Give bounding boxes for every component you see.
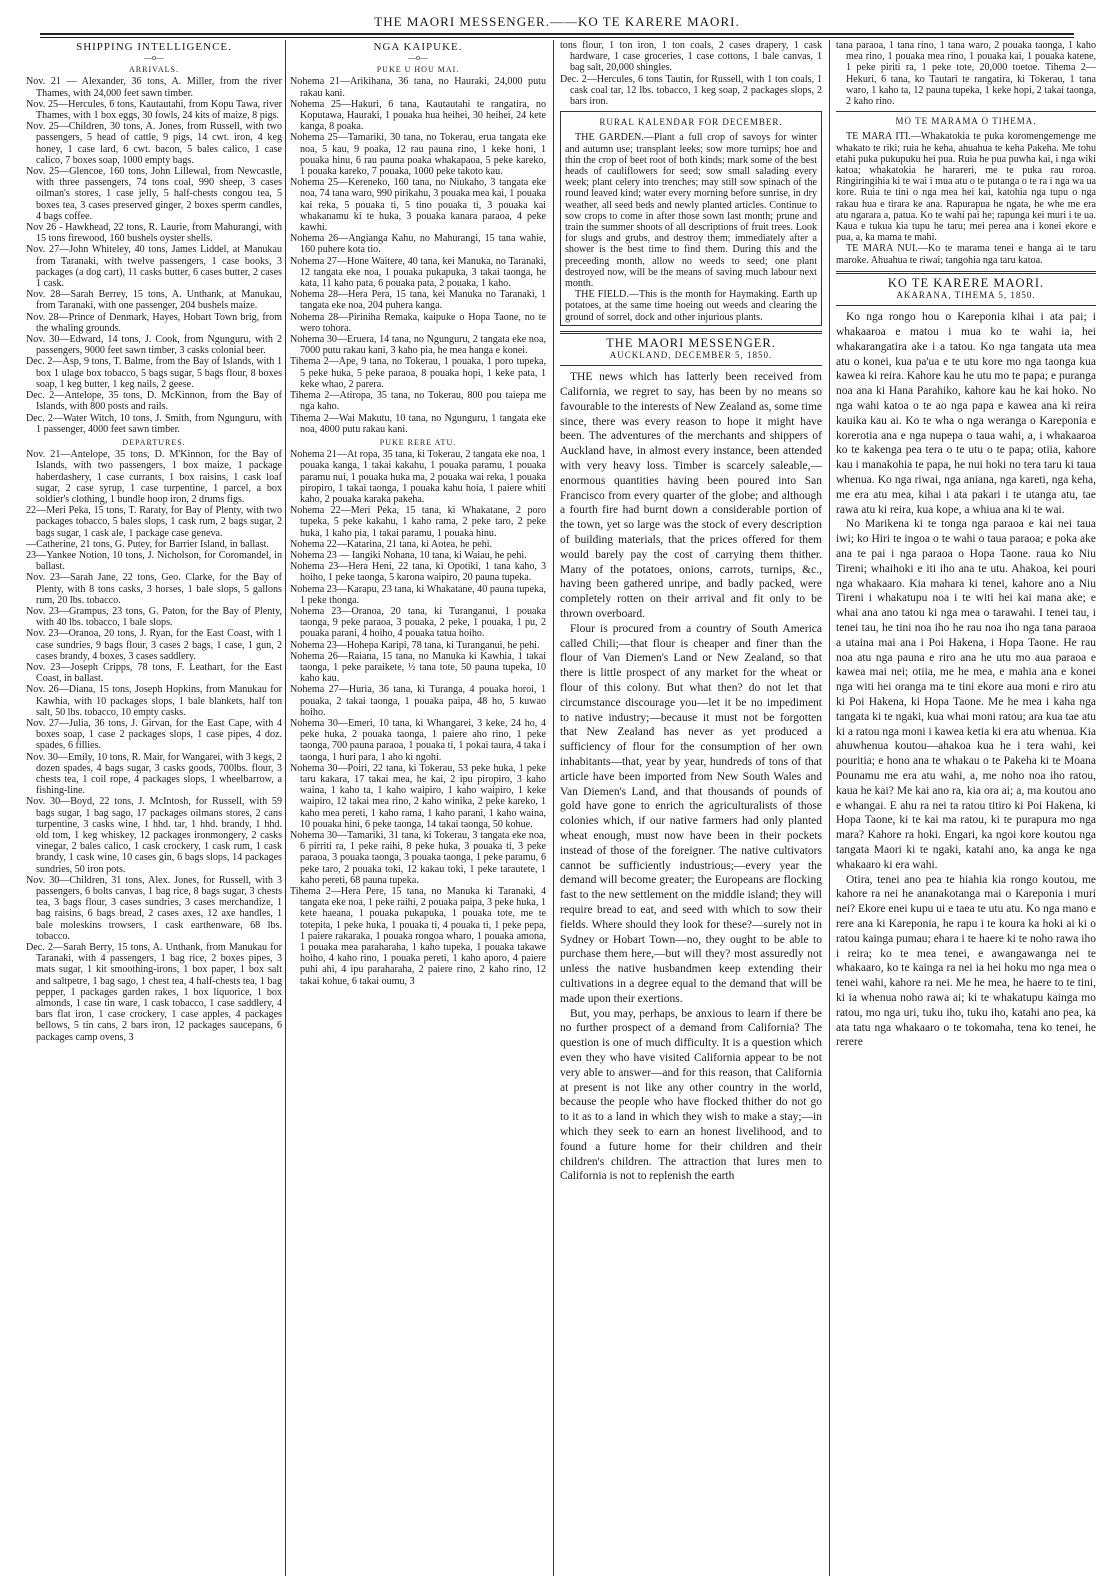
list-item: 23—Yankee Notion, 10 tons, J. Nicholson, for Coromandel, in ballast. <box>26 549 282 573</box>
puke-rere-atu-heading: PUKE RERE ATU. <box>379 437 457 447</box>
list-item: Nohema 22—Katarina, 21 tana, ki Aotea, he pehi. <box>290 538 493 550</box>
list-item: Tihema 2—Hera Pere, 15 tana, no Manuka ki Taranaki, 4 tangata eke noa, 1 peke raihi, 2 pouaka paipa, 3 peke huka, 1 kete haeana, 1 pouaka pukapuka, 1 pouaka tote, me te totepita, 1 peke huka, 1 pouaka ti, 4 pouaka ti, 1 peke pepa, 1 paiere rakaraka, 1 pouaka rongoa wharo, 1 pouaka amona, 1 pouaka mea paraharaha, 1 kaho tupeka, 1 pouaka takawe hoiho, 4 kaho rino, 1 pouaka pereti, 1 kaho aporo, 4 paiere puhi ahi, 4 ipu paraharaha, 2 paiere rino, 2 kaho rino, 12 takai kohue, 6 takai oumu, 3 <box>290 886 546 987</box>
list-item: Nov. 30—Edward, 14 tons, J. Cook, from Ngunguru, with 2 passengers, 9000 feet sawn timber, 3 casks colonial beer. <box>26 334 282 357</box>
karere-title: KO TE KARERE MAORI. <box>887 275 1045 290</box>
english-article-column <box>560 40 822 1576</box>
mara-nui-paragraph: TE MARA NUI.—Ko te marama tenei e hanga ai te taru maroke. Ahuahua te riwai; tangohia nga taru katoa. <box>836 243 1096 266</box>
list-item: Dec. 2—Asp, 9 tons, T. Balme, from the Bay of Islands, with 1 box 1 ulage box tobacco, 5 bags sugar, 5 bags flour, 8 boxes soap, 1 keg butter, 1 keg nails, 2 geese. <box>26 356 282 390</box>
list-item: Nohema 23—Hohepa Karipi, 78 tana, ki Turanganui, he pehi. <box>290 639 540 651</box>
list-item: Tihema 2—Atiropa, 35 tana, no Tokerau, 800 pou taiepa me nga kaho. <box>290 390 546 413</box>
list-item: Nohema 28—Piriniha Remaka, kaipuke o Hopa Taone, no te wero tohora. <box>290 311 546 334</box>
list-item: Nohema 21—At ropa, 35 tana, ki Tokerau, 2 tangata eke noa, 1 pouaka kanga, 1 takai kakahu, 1 pouaka paramu, 1 pouaka paramu nui, 1 pouaka huka ma, 2 pouaka wai reka, 1 pouaka piropiro, 1 takai taonga, 1 pouaka kahu hoia, 1 paiere whiti kaho, 2 pouaka karaka pakeha. <box>290 449 546 505</box>
list-item: —Catherine, 21 tons, G. Putey, for Barrier Island, in ballast. <box>26 538 269 550</box>
column-divider <box>829 40 830 1576</box>
list-item: Nov. 27—Julia, 36 tons, J. Girvan, for the East Cape, with 4 boxes soap, 1 case 2 packages slops, 1 case pipes, 4 doz. spades, 6 fillies. <box>26 717 282 752</box>
list-item: Nov. 23—Oranoa, 20 tons, J. Ryan, for the East Coast, with 1 case sundries, 9 bags flour, 3 cases 2 bags, 1 case, 1 gun, 2 cases brandy, 4 boxes, 3 cases saddlery. <box>26 628 282 662</box>
list-item: Nov. 25—Children, 30 tons, A. Jones, from Russell, with two passengers, 5 head of cattle, 9 pigs, 14 cwt. iron, 4 keg honey, 1 case lard, 6 cwt. bacon, 5 bales calico, 1 case calico, 7 boxes soap, 1000 empty bags. <box>26 121 282 166</box>
list-item: Nov 26 - Hawkhead, 22 tons, R. Laurie, from Mahurangi, with 15 tons firewood, 160 bushels oyster shells. <box>26 222 282 245</box>
list-item: Nohema 23—Karapu, 23 tana, ki Whakatane, 40 pauna tupeka, 1 peke thonga. <box>290 583 546 606</box>
masthead-rule <box>40 33 1074 38</box>
list-item: Nohema 28—Hera Pera, 15 tana, kei Manuka no Taranaki, 1 tangata eke noa, 204 puhera kanga. <box>290 289 546 312</box>
list-item: Dec. 2—Water Witch, 10 tons, J. Smith, from Ngunguru, with 1 passenger, 4000 feet sawn timber. <box>26 412 282 435</box>
divider-mark: —o— <box>408 53 428 63</box>
list-item: Nohema 25—Kereneko, 160 tana, no Niukaho, 3 tangata eke noa, 74 tana waro, 990 pirikahu, 3 pouaka mea kai, 1 pouaka kai reka, 5 pouaka ti, 5 tino pouaka ti, 3 pouaka kai whakanamu ki te huka, 3 pouaka kanara paraoa, 4 peke kawhi. <box>290 177 546 234</box>
list-item: tons flour, 1 ton iron, 1 ton coals, 2 cases drapery, 1 cask hardware, 1 case groceries, 1 case cottons, 1 bale canvas, 1 bag salt, 20,000 shingles. <box>560 40 822 74</box>
shipping-column <box>26 40 282 1576</box>
column-divider <box>285 40 286 1576</box>
list-item: Nov. 28—Prince of Denmark, Hayes, Hobart Town brig, from the whaling grounds. <box>26 311 282 334</box>
karere-dateline: AKARANA, TIHEMA 5, 1850. <box>896 290 1036 301</box>
shipping-title: SHIPPING INTELLIGENCE. <box>76 41 232 53</box>
article-paragraph: Flour is procured from a country of South America called Chili;—that flour is cheaper and finer than the flour of Van Diemen's Land or New Zealand, so that there is little prospect of any market for the wheat or flour of this colony. But what then? do not let that circumstance discourage you—let it be no impediment to native industry;—because it must not be forgotten that New Zealand has never as yet produced a sufficiency of flour for the consumption of her own inhabitants—that, year by year, hundreds of tons of that article have been imported from New South Wales and Van Diemen's Land, and that thousands of pounds of gold have gone to enrich the agriculturalists of those colonies which, if our native farmers had only planted wheat enough, must now have been in their pockets instead of those of the foreigner. The native cultivators cannot be sufficiently industrious;—every year the demand will become greater; the Europeans are flocking fast to the new settlement on the middle island; they will require bread to eat, and seed with which to sow their fields. Where should they look for these?—surely not in Sydney or Hobart Town—no, they ought to be able to purchase them here,—but will they? most assuredly not unless the native husbandmen keep extending their cultivations in a degree equal to the demand that will be made upon their exertions. <box>560 622 822 1005</box>
column-divider <box>553 40 554 1576</box>
list-item: Nohema 30—Poiri, 22 tana, ki Tokerau, 53 peke huka, 1 peke taru kakara, 17 takai mea, he kai, 2 ipu piropiro, 3 kaho waina, 1 kaho ta, 1 kaho waipiro, 1 kaho waipiro, 1 keke waipiro, 12 takai mea rino, 2 kaho winika, 2 peke kareko, 1 kaho mea pereti, 1 kaho rama, 1 kaho parani, 1 kaho waina, 10 pouaka hini, 6 peke taonga, 14 takai taonga, 50 kohue. <box>290 762 546 830</box>
masthead <box>0 0 1114 40</box>
rural-kalendar-box <box>560 111 822 326</box>
list-item: Nohema 23 — Iangiki Nohana, 10 tana, ki Waiau, he pehi. <box>290 549 527 561</box>
arrivals-heading: ARRIVALS. <box>129 65 179 75</box>
article-paragraph: Ko nga rongo hou o Kareponia kihai i ata pai; i whakaaroa e matou i mua ko te wahi ia, hei whakarangatira ake i a tatou. Ko nga tangata uta mea atu o konei, kua pa'ua e te utu kore mo nga taonga kua kawea ki reira. Kahore kau he utu mo te papa; e puranga noa ana ki Hana Parahiko, kahore kau he kai hoko. No nga wahi katoa o te ao nga papa e kawea ana ki reira kauika kau ai. Ko te wha o nga weranga o Kareponia e korerotia ana e nga nupepa o taua wahi, a, i whakaaroa ko te kakenga pea tera o te utu o te papa; otiia, kahore kau i manakohia te papa, he nui hoki no tera taru ki taua whenua. Ko nga riwai, nga aniana, nga kareti, nga keha, me era atu mea, kihai i ata pakari i te utanga atu, tae rawa atu ki reira, kua kope, a whiua ana ki te wai. <box>836 311 1096 516</box>
masthead-title: THE MAORI MESSENGER.——KO TE KARERE MAORI. <box>374 14 740 29</box>
departures-heading: DEPARTURES. <box>122 437 186 447</box>
list-item: Nohema 27—Hone Waitere, 40 tana, kei Manuka, no Taranaki, 12 tangata eke noa, 1 pouaka pukapuka, 3 takai taonga, he kata, 11 kaho pata, 6 pouaka pata, 2 pouaka, 1 kaho. <box>290 255 546 290</box>
list-item: Nov. 27—John Whiteley, 40 tons, James Liddel, at Manukau from Taranaki, with twelve passengers, 1 case books, 3 packages (a dog cart), 11 casks butter, 6 cases butter, 2 cases 1 cask. <box>26 244 282 290</box>
section-rule <box>836 305 1096 306</box>
kaipuke-departures-list <box>290 449 546 987</box>
list-item: Nov. 25—Glencoe, 160 tons, John Lillewal, from Newcastle, with three passengers, 74 tons coal, 990 sheep, 3 cases oilman's stores, 1 case jelly, 5 half-chests congou tea, 5 boxes tea, 3 cases preserved ginger, 2 boxes sperm candles, 4 bags coffee. <box>26 166 282 222</box>
section-rule <box>560 331 822 334</box>
list-item: Nohema 23—Oranoa, 20 tana, ki Turanganui, 1 pouaka taonga, 9 peke paraoa, 3 pouaka, 2 peke, 1 pouaka, 1 pu, 2 pouaka parani, 4 hoiho, 4 pouaka tatua hoiho. <box>290 605 546 640</box>
list-item: tana paraoa, 1 tana rino, 1 tana waro, 2 pouaka taonga, 1 kaho mea rino, 1 pouaka mea rino, 1 pouaka kai, 1 pouaka katene, 1 peke piriti ra, 1 peke tote, 20,000 toetoe. Tihema 2—Hekuri, 6 tana, ko Tautari te rangatira, ki Tokerau, 1 tana waro, 1 kaho ta, 12 pauna tupeka, 1 keke hopi, 2 takai taonga, 2 kaho rino. <box>836 40 1096 108</box>
list-item: Nohema 21—Arikihana, 36 tana, no Hauraki, 24,000 putu rakau kani. <box>290 76 546 99</box>
list-item: Nohema 27—Huria, 36 tana, ki Turanga, 4 pouaka horoi, 1 pouaka, 2 takai taonga, 1 pouaka paipa, 48 ho, 5 kuwao hoiho. <box>290 684 546 718</box>
kaipuke-arrivals-list <box>290 76 546 435</box>
messenger-article <box>560 370 822 1184</box>
list-item: Nohema 30—Tamariki, 31 tana, ki Tokerau, 3 tangata eke noa, 6 pirriti ra, 1 peke raihi, 8 peke huka, 3 pouaka ti, 3 peke paraoa, 3 pouaka taonga, 3 pouaka taonga, 1 peke paramu, 6 peke taro, 2 pouaka toki, 12 kakau toki, 1 peke tarautete, 1 kaho pereti, 68 pauna tupeka. <box>290 830 546 886</box>
list-item: Nov. 26—Diana, 15 tons, Joseph Hopkins, from Manukau for Kawhia, with 10 packages slops, 1 bale blankets, half ton salt, 50 lbs. tobacco, 10 empty casks. <box>26 684 282 718</box>
list-item: Nov. 23—Joseph Cripps, 78 tons, F. Leathart, for the East Coast, in ballast. <box>26 661 282 685</box>
list-item: Dec. 2—Antelope, 35 tons, D. McKinnon, from the Bay of Islands, with 800 posts and rails. <box>26 390 282 413</box>
list-item: Nov. 23—Sarah Jane, 22 tons, Geo. Clarke, for the Bay of Plenty, with 8 tons casks, 3 horses, 1 bale slops, 5 gallons rum, 20 lbs. tobacco. <box>26 572 282 606</box>
marama-title: MO TE MARAMA O TIHEMA. <box>895 116 1037 127</box>
karere-article <box>836 310 1096 1050</box>
arrivals-list <box>26 76 282 435</box>
kaipuke-column <box>290 40 546 1576</box>
kaipuke-title: NGA KAIPUKE. <box>373 41 463 53</box>
list-item: Dec. 2—Hercules, 6 tons Tautin, for Russell, with 1 ton coals, 1 cask coal tar, 12 lbs. tobacco, 1 keg soap, 2 packages slops, 2 bars iron. <box>560 73 822 108</box>
mara-iti-paragraph: TE MARA ITI.—Whakatokia te puka koromengemenge me whakato te riki; ruia he keha, ahuahua te keha Pakeha. Me tohu etahi puka pukupuku hei pua. Ruia he pua puwha kai, i nga wiki katoa; whakatokia he harareri, me te puka rau roroa. Ringiringihia ki te wai i mua atu o te putanga o te ra i nga wa ua kore. Ruia te tini o nga mea hei kai, katohia nga tupu o nga rakau hua e tirara ke ana. Rapurapua he ngata, he whe me era atu ngarara a, patua. Ko te wahi pai he; rapunga kei muri i te ua. Kaua e tukua kia tupu he taru; mei perea ana i konei ekore e pua, a, ka mama te mahi. <box>836 131 1096 244</box>
list-item: Tihema 2—Ape, 9 tana, no Tokerau, 1 pouaka, 1 poro tupeka, 5 peke huka, 5 peke paraoa, 8 pouaka hopi, 1 keke pata, 1 keke whao, 2 parera. <box>290 356 546 390</box>
article-paragraph: Otira, tenei ano pea te hiahia kia rongo koutou, me kahore ra nei he ananakotanga mai o Kareponia i muri nei? Ekore enei kupu ui e taea te utu atu. Ko nga mano e rere ana ki Kareponia, he rapu i te koura ka hoki ai ki o ratou kainga pumau; ehara i te haere ki te noho rawa iho i reira; ko te mea tenei, e awangawanga nei te whakaaro, ko te kainga ra nei ia hei hoku mo nga mea o tenei wahi, kahore ra nei. Me he mea, he haere to te tini, ki ia whenua noho rawa ai; ki te whakatupu kainga mo ratou, mo nga uri, tuku iho, tuku iho, katahi ano pea, ka ata tatu nga whakaaro o te tokomaha, tena ko tenei, he rerere <box>836 873 1096 1049</box>
list-item: Nohema 25—Tamariki, 30 tana, no Tokerau, erua tangata eke noa, 5 kau, 9 poaka, 12 rau pauna rino, 1 keke honi, 1 pouaka hinu, 6 rau pauna poaka whakapaoa, 5 peke kareko, 1 pouaka kareko, 7 pouaka, 1000 peke takoto kau. <box>290 132 546 178</box>
departures-list <box>26 449 282 1043</box>
list-item: Nohema 25—Hakuri, 6 tana, Kautautahi te rangatira, no Koputawa, Hauraki, 1 pouaka hua heihei, 30 heihei, 24 kete kanga, 8 poaka. <box>290 98 546 133</box>
rural-kalendar-title: RURAL KALENDAR FOR DECEMBER. <box>599 117 783 128</box>
maori-article-column <box>836 40 1096 1576</box>
list-item: Tihema 2—Wai Makutu, 10 tana, no Ngunguru, 1 tangata eke noa, 4000 putu rakau kani. <box>290 412 546 435</box>
list-item: Nov. 21 — Alexander, 36 tons, A. Miller, from the river Thames, with 24,000 feet sawn timber. <box>26 76 282 99</box>
section-rule <box>560 365 822 366</box>
list-item: Nov. 23—Grampus, 23 tons, G. Paton, for the Bay of Plenty, with 40 lbs. tobacco, 1 bale slops. <box>26 605 282 629</box>
list-item: Nov. 28—Sarah Berrey, 15 tons, A. Unthank, at Manukau, from Taranaki, with one passenger, 204 bushels maize. <box>26 289 282 312</box>
divider-mark: —o— <box>144 53 164 63</box>
list-item: Nov. 30—Boyd, 22 tons, J. McIntosh, for Russell, with 59 bags sugar, 1 bag sago, 17 packages oilmans stores, 2 cans turpentine, 3 casks wine, 1 hhd. tar, 1 hhd. brandy, 1 hhd. old tom, 1 keg whiskey, 12 packages ironmongery, 2 casks vinegar, 2 bales calico, 1 cask crockery, 1 cask rum, 1 cask brandy, 1 cask wine, 10 cases gin, 6 bags slops, 14 packages sundries, 50 iron pots. <box>26 796 282 875</box>
list-item: Dec. 2—Sarah Berry, 15 tons, A. Unthank, from Manukau for Taranaki, with 4 passengers, 1 bag rice, 2 boxes pipes, 3 mats sugar, 1 kit smoothing-irons, 1 box paper, 1 box salt and saltpetre, 1 bag sago, 1 chest tea, 4 half-chests tea, 1 bag pepper, 1 packages garden rakes, 1 box liquorice, 1 box almonds, 1 case tin ware, 1 cask tobacco, 1 case saddlery, 4 bars flat iron, 1 case crockery, 1 case apples, 4 packages bellows, 5 tin cans, 2 bars iron, 12 packages saucepans, 6 packages camp ovens, 3 <box>26 942 282 1043</box>
list-item: Nohema 30—Emeri, 10 tana, ki Whangarei, 3 keke, 24 ho, 4 peke huka, 2 pouaka taonga, 1 paiere aho rino, 1 peke taonga, 700 pauna paraoa, 1 pouaka ti, 1 pokai taura, 4 taka i taonga, 1 huri para, 1 aho ki ngohi. <box>290 717 546 763</box>
messenger-title: THE MAORI MESSENGER. <box>606 335 776 350</box>
article-paragraph: No Marikena ki te tonga nga paraoa e kai nei taua iwi; ko Hiri te ingoa o te wahi o taua paraoa; e poka ake ana te pai i nga paraoa o Hopa Taone. raua ko Niu Tireni; whaihoki e iti iho ana te utu. Ahakoa, kei pouri nga whakaaro. Kia mahara ki tenei, kahore ano a Niu Tireni i whakatupu noa i te witi hei kai mana ake; e whai ana ano tatou ki nga mea o tarawahi. I tenei tau, i tenei tau, he tini noa iho he rau noa iho nga tana paraoa a utaina mai ana i Poi Hakena, i Hopa Taone. He rau noa atu nga pauna e riro ana he utu mo aua paraoa e kawea mai nei; otiia, me he mea, e mahia ana e konei nga witi hei oranga ma te tini ekore aua moni e riro atu ki Poi Hakena, ki Hopa Taone. Me he mea i kaha nga tangata ki te ngaki, kua whai moni ratou; ara kua tae atu ki a ratou nga moni i kawea ketia ki era atu whenua. Kia ahuwhenua koutou—ahakoa kua he i tera wahi, kei pouritia; e hono ana te whakau o te Pakeha ki te Moana Pounamu me era atu wahi, a, me noho noa iho ratou, kaua he kai? Me kai ano ra, kia ora ai; a, ma koutou ano e whangai. E ahu ra nei ta ratou titiro ki Poi Hakena, ki Hopa Taone, ki te kai ma ratou, ki te purapura mo nga mara? Kahore ra hoki. Engari, ka ngoi kore koutou nga tangata Maori ki te ngaki, katahi ano, ka anga ke nga whakaaro ki era wahi. <box>836 518 1096 871</box>
list-item: Nov. 25—Hercules, 6 tons, Kautautahi, from Kopu Tawa, river Thames, with 1 box eggs, 30 fowls, 24 kits of maize, 8 pigs. <box>26 98 282 122</box>
section-rule <box>836 271 1096 274</box>
puke-u-hou-mai-heading: PUKE U HOU MAI. <box>376 65 460 75</box>
list-item: Nohema 26—Raiana, 15 tana, no Manuka ki Kawhia, 1 takai taonga, 1 peke paraikete, ½ tana tote, 50 pauna tupeka, 10 kaho kau. <box>290 650 546 685</box>
garden-paragraph: THE GARDEN.—Plant a full crop of savoys for winter and autumn use; transplant leeks; sow more turnips; hoe and thin the crop of beet root of both kinds; mark some of the best heads of cauliflowers for seed; sow small salading every week; plant celery into trenches; may still sow spinach of the round leaved kind; water every morning before sunrise, in dry weather, all seed beds and newly planted articles. Continue to sow crops to come in after those sown last month; prune and train the summer shoots of all descriptions of fruit trees. Look for slugs and grubs, and destroy them; immediately after a shower is the best time to find them. During this and the preceeding month, allow no weeds to seed; one plant destroyed now, will be the means of saving much labour next month. <box>565 132 817 290</box>
list-item: Nov. 30—Children, 31 tons, Alex. Jones, for Russell, with 3 passengers, 6 bolts canvas, 1 bag rice, 8 bags sugar, 3 chests tea, 3 bags flour, 3 cases sundries, 3 cases merchandize, 1 bag raisins, 6 bags bread, 2 cases axes, 12 axe handles, 1 bale moleskins trowsers, 1 cask earthenware, 68 lbs. tobacco. <box>26 874 282 942</box>
section-rule <box>836 111 1096 112</box>
list-item: Nohema 26—Angianga Kahu, no Mahurangi, 15 tana wahie, 160 puhere kota tio. <box>290 233 546 256</box>
list-item: Nov. 21—Antelope, 35 tons, D. M'Kinnon, for the Bay of Islands, with two passengers, 1 box maize, 1 package haberdashery, 1 case currants, 1 box raisins, 1 cask loaf sugar, 2 case syrup, 1 case turpentine, 1 parcel, a box soldier's clothing, 1 bundle hoop iron, 2 drums figs. <box>26 449 282 505</box>
article-paragraph: But, you may, perhaps, be anxious to learn if there be no further prospect of a demand from California? The question is one of much difficulty. It is a question which even they who have visited California appear to be not very able to answer—and for this reason, that California at present is not like any other country in the world, because the people who have flocked thither do not go to it as to a land in which they wish to make a stay;—in which they seek to earn an honest livelihood, and to found a future home for their children and their children's children. The attraction that lures men to California is not to replenish the earth <box>560 1007 822 1183</box>
list-item: Nohema 23—Hera Heni, 22 tana, ki Opotiki, 1 tana kaho, 3 hoiho, 1 peke taonga, 5 karona waipiro, 20 pauna tupeka. <box>290 561 546 584</box>
list-item: 22—Meri Peka, 15 tons, T. Raraty, for Bay of Plenty, with two packages tobacco, 5 bales slops, 1 cask rum, 2 bags sugar, 2 bags sugar, 1 cask ale, 1 package case geneva. <box>26 505 282 539</box>
list-item: Nohema 22—Meri Peka, 15 tana, ki Whakatane, 2 poro tupeka, 5 peke kakahu, 1 kaho rama, 2 peke taro, 2 peke huka, 1 kaho pia, 1 takai paramu, 1 pouaka hinu. <box>290 505 546 539</box>
list-item: Nohema 30—Eruera, 14 tana, no Ngunguru, 2 tangata eke noa, 7000 putu rakau kani, 3 kaho pia, he mea hanga e konei. <box>290 334 546 357</box>
article-paragraph: THE news which has latterly been received from California, we regret to say, has been by no means so favourable to the interests of New Zealand as, some time since, there was every reason to hope it might have been. The adventures of the merchants and shippers of Auckland have, in almost every instance, been attended with very heavy loss. Timber is scarcely saleable,—enormous quantities having been poured into San Francisco from every quarter of the globe; and although a fourth fire had burnt down a considerable portion of the town, yet so large was the stock of every description of building materials, that the prices offered for them would barely pay the cost of carrying them thither. Many of the potatoes, onions, carrots, turnips, &c., having been gathered unripe, and badly packed, were completely rotten on their arrival and fit only to be thrown overboard. <box>560 371 822 621</box>
list-item: Nov. 30—Emily, 10 tons, R. Mair, for Wangarei, with 3 kegs, 2 dozen spades, 4 bags sugar, 3 casks goods, 700lbs. flour, 3 chests tea, 1 coil rope, 4 packages slops, 1 wheelbarrow, a fishing-line. <box>26 751 282 797</box>
messenger-dateline: AUCKLAND, DECEMBER 5, 1850. <box>609 350 773 361</box>
field-paragraph: THE FIELD.—This is the month for Haymaking. Earth up potatoes, at the same time hoeing out weeds and clearing the ground of sorrel, dock and other injurious plants. <box>565 289 817 323</box>
